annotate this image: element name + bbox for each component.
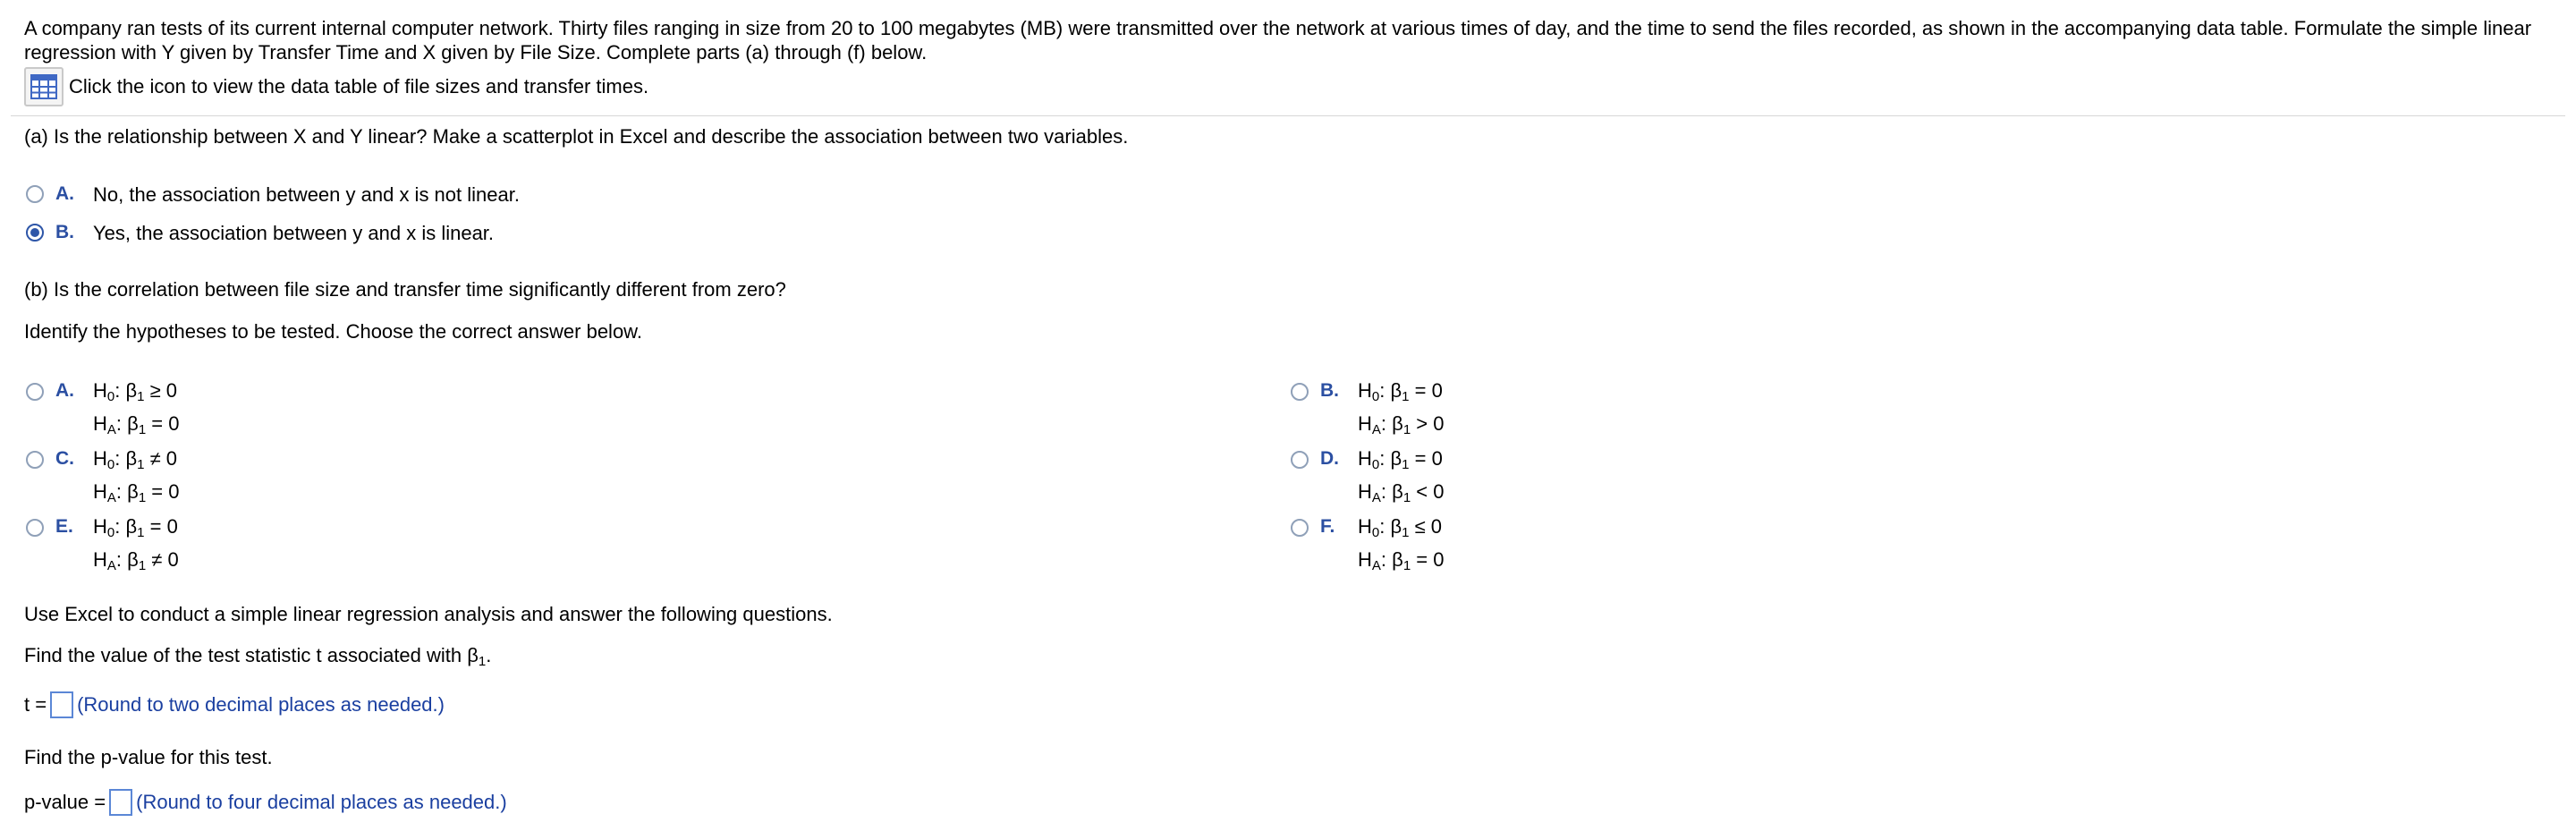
part-b-option-d-letter: D.: [1320, 448, 1339, 469]
part-b-option-c-radio[interactable]: [26, 451, 44, 469]
null-hypothesis: $H_0$: $\beta_1 \le 0$: [1358, 515, 1443, 540]
null-hypothesis: $H_0$: $\beta_1 \ge 0$: [93, 379, 178, 404]
alternative-hypothesis: $H_A$: $\beta_1 = 0$: [93, 412, 180, 437]
part-b-option-a-hypotheses[interactable]: [93, 377, 179, 444]
p-value-input[interactable]: [109, 789, 132, 816]
alternative-hypothesis: $H_A$: $\beta_1 > 0$: [1358, 412, 1445, 437]
part-a-option-a-text[interactable]: No, the association between y and x is not linear.: [93, 183, 520, 206]
alternative-hypothesis: $H_A$: $\beta_1 < 0$: [1358, 480, 1445, 505]
part-b-option-e-radio[interactable]: [26, 519, 44, 537]
null-hypothesis: $H_0$: $\beta_1 = 0$: [1358, 379, 1443, 404]
null-hypothesis: $H_0$: $\beta_1 = 0$: [1358, 447, 1443, 472]
part-b-option-c-hypotheses[interactable]: [93, 445, 179, 512]
part-b-option-b-letter: B.: [1320, 380, 1339, 401]
table-grid-icon[interactable]: [24, 67, 64, 106]
part-b-option-f-hypotheses[interactable]: [1358, 513, 1444, 580]
part-b-option-a-radio[interactable]: [26, 383, 44, 401]
alternative-hypothesis: $H_A$: $\beta_1 \ne 0$: [93, 548, 179, 573]
part-a-option-b-radio[interactable]: [26, 224, 44, 242]
part-b-option-e-letter: E.: [55, 516, 73, 537]
part-a-option-b-letter: B.: [55, 222, 74, 242]
part-b-option-a-letter: A.: [55, 380, 74, 401]
p-value-question: Find the p-value for this test.: [24, 746, 273, 768]
part-b-option-d-radio[interactable]: [1291, 451, 1309, 469]
null-hypothesis: $H_0$: $\beta_1 \ne 0$: [93, 447, 178, 472]
problem-intro: A company ran tests of its current internal computer network. Thirty files ranging in size from 20 to 100 megabytes (MB) were transmitted over the network at various times of day, and the time to send the files recorded, as shown in the accompanying data table. Formulate the simple linear regression with Y given by Transfer Time and X given by File Size. Complete parts (a) through (f) below.: [24, 17, 2532, 64]
part-a-question: (a) Is the relationship between X and Y linear? Make a scatterplot in Excel and describe the association between two variables.: [24, 125, 1129, 148]
t-statistic-question: Find the value of the test statistic t associated with $\beta_1$.: [24, 644, 492, 669]
part-b-option-f-letter: F.: [1320, 516, 1335, 537]
part-a-option-a-letter: A.: [55, 183, 74, 204]
part-b-option-f-radio[interactable]: [1291, 519, 1309, 537]
data-table-link-row: [24, 64, 648, 109]
t-label: t =: [24, 693, 47, 716]
null-hypothesis: $H_0$: $\beta_1 = 0$: [93, 515, 178, 540]
part-a-option-a-radio[interactable]: [26, 185, 44, 203]
alternative-hypothesis: $H_A$: $\beta_1 = 0$: [93, 480, 180, 505]
part-b-option-e-hypotheses[interactable]: [93, 513, 179, 580]
regression-instruction: Use Excel to conduct a simple linear regression analysis and answer the following questions.: [24, 603, 833, 625]
alternative-hypothesis: $H_A$: $\beta_1 = 0$: [1358, 548, 1445, 573]
part-b-option-b-hypotheses[interactable]: [1358, 377, 1444, 444]
data-table-link-text[interactable]: Click the icon to view the data table of file sizes and transfer times.: [69, 75, 649, 98]
part-b-option-c-letter: C.: [55, 448, 74, 469]
p-answer-row: [24, 789, 507, 816]
part-b-instruction: Identify the hypotheses to be tested. Choose the correct answer below.: [24, 320, 642, 343]
t-value-input[interactable]: [50, 691, 73, 718]
t-answer-row: [24, 691, 445, 718]
part-b-option-b-radio[interactable]: [1291, 383, 1309, 401]
t-rounding-hint: (Round to two decimal places as needed.): [77, 693, 445, 716]
part-b-option-d-hypotheses[interactable]: [1358, 445, 1444, 512]
section-divider: [11, 115, 2565, 116]
part-b-question: (b) Is the correlation between file size and transfer time significantly different from zero?: [24, 278, 786, 301]
p-rounding-hint: (Round to four decimal places as needed.): [136, 791, 507, 813]
part-a-option-b-text[interactable]: Yes, the association between y and x is linear.: [93, 222, 495, 244]
p-value-label: p-value =: [24, 791, 106, 813]
